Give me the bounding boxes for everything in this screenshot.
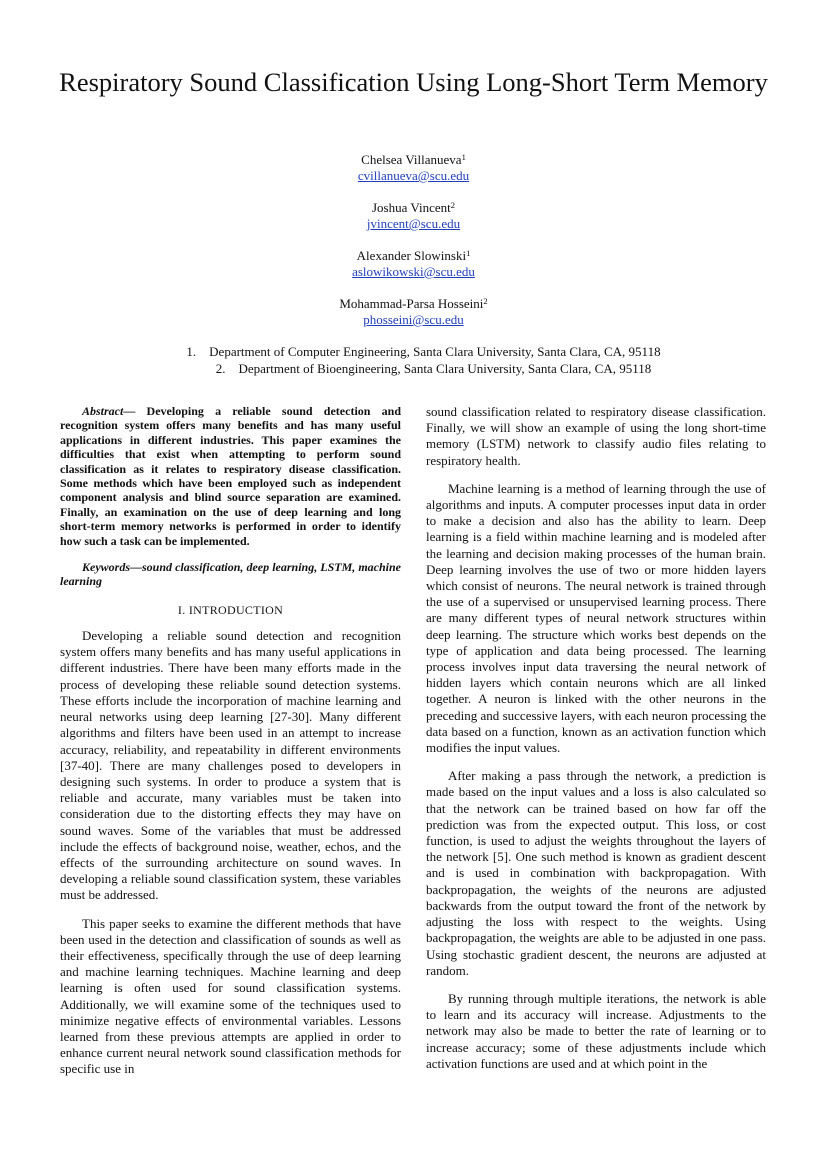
affiliation-1: 1. Department of Computer Engineering, Santa Clara University, Santa Clara, CA, 95118 (186, 344, 661, 359)
affiliation-2: 2. Department of Bioengineering, Santa Clara University, Santa Clara, CA, 95118 (215, 361, 652, 376)
author-name: Alexander Slowinski$^1$ (356, 248, 471, 263)
author-email-link[interactable]: phosseini@scu.edu (363, 312, 464, 327)
paragraph: After making a pass through the network, a prediction is made based on the input values and a loss is also calculated so that the network can be trained based on how far off the prediction was from the expected output. This loss, or cost function, is used to adjust the weights throughout the layers of the network [5]. One such method is known as gradient descent and is used in combination with backpropagation. With backpropagation, the weights of the neurons are adjusted backwards from the output toward the front of the network by adjusting the loss with respect to the weights. Using backpropagation, the weights are able to be adjusted in one pass. Using stochastic gradient descent, the neurons are adjusted at random. (426, 768, 766, 978)
paper-title: Respiratory Sound Classification Using Long-Short Term Memory (59, 67, 768, 97)
author-2 (0, 200, 827, 232)
left-column (60, 404, 401, 1078)
author-1 (0, 152, 827, 184)
author-email-link[interactable]: aslowikowski@scu.edu (352, 264, 475, 279)
keywords: Keywords—sound classification, deep learning, LSTM, machine learning (60, 560, 401, 589)
paragraph: Machine learning is a method of learning through the use of algorithms and inputs. A computer processes input data in order to make a decision and also has the ability to learn. Deep learning is a field within machine learning and is modeled after the learning and decision making processes of the human brain. Deep learning involves the use of two or more hidden layers which consist of neurons. The neural network is trained through the use of a supervised or unsupervised learning process. There are many different types of neural network structures within deep learning. The structure which works best depends on the type of application and data being processed. The learning process involves input data traversing the neural network of hidden layers which contain neurons which are all linked together. A neuron is linked with the other neurons in the preceding and successive layers, with each neuron processing the data based on a function, known as an activation function which modifies the input values. (426, 480, 766, 756)
author-4 (0, 296, 827, 328)
author-name: Chelsea Villanueva$^1$ (361, 152, 466, 167)
author-3 (0, 248, 827, 280)
author-email-link[interactable]: jvincent@scu.edu (366, 216, 461, 231)
section-heading: I. INTRODUCTION (177, 602, 284, 617)
abstract-text: Developing a reliable sound detection and recognition system offers many benefits and has many useful applications in different industries. This paper examines the difficulties that exist when attempting to perform sound classification as it relates to respiratory disease classification. Some methods which have been employed such as independent component analysis and blind source separation are examined. Finally, an examination on the use of deep learning and long short-term memory networks is performed in order to identify how such a task can be implemented. (60, 404, 401, 548)
abstract-lead: Abstract— (82, 404, 136, 418)
paragraph: This paper seeks to examine the different methods that have been used in the detection and classification of sounds as well as their effectiveness, specifically through the use of deep learning and machine learning techniques. Machine learning and deep learning is often used for sound classification systems. Additionally, we will examine some of the techniques used to minimize negative effects of environmental variables. Lessons learned from these previous attempts are applied in order to enhance current neural network sound classification methods for specific use in (60, 915, 401, 1077)
paragraph: Developing a reliable sound detection and recognition system offers many benefits and has many useful applications in different industries. There have been many efforts made in the process of developing these reliable sound detection systems. These efforts include the incorporation of machine learning and neural networks using deep learning [27-30]. Many different algorithms and filters have been used in an attempt to increase accuracy, reliability, and repeatability in different environments [37-40]. There are many challenges posed to developers in designing such systems. In order to produce a system that is reliable and accurate, many variables must be taken into consideration due to the distorting effects they may have on sound waves. Some of the variables that must be addressed include the effects of background noise, weather, echos, and the effects of the surrounding architecture on sound waves. In developing a reliable sound classification system, these variables must be addressed. (60, 628, 401, 903)
author-email-link[interactable]: cvillanueva@scu.edu (357, 168, 470, 183)
paragraph: sound classification related to respiratory disease classification. Finally, we will show an example of using the long short-time memory (LSTM) network to classify audio files relating to respiratory health. (426, 404, 766, 468)
author-name: Mohammad-Parsa Hosseini$^2$ (339, 296, 488, 311)
paragraph: By running through multiple iterations, the network is able to learn and its accuracy will increase. Adjustments to the network may also be made to better the rate of learning or to increase accuracy; some of these adjustments include which activation functions are used and at which point in the (426, 990, 766, 1071)
abstract (60, 404, 401, 548)
author-name: Joshua Vincent$^2$ (371, 200, 456, 215)
right-column (426, 404, 766, 1072)
